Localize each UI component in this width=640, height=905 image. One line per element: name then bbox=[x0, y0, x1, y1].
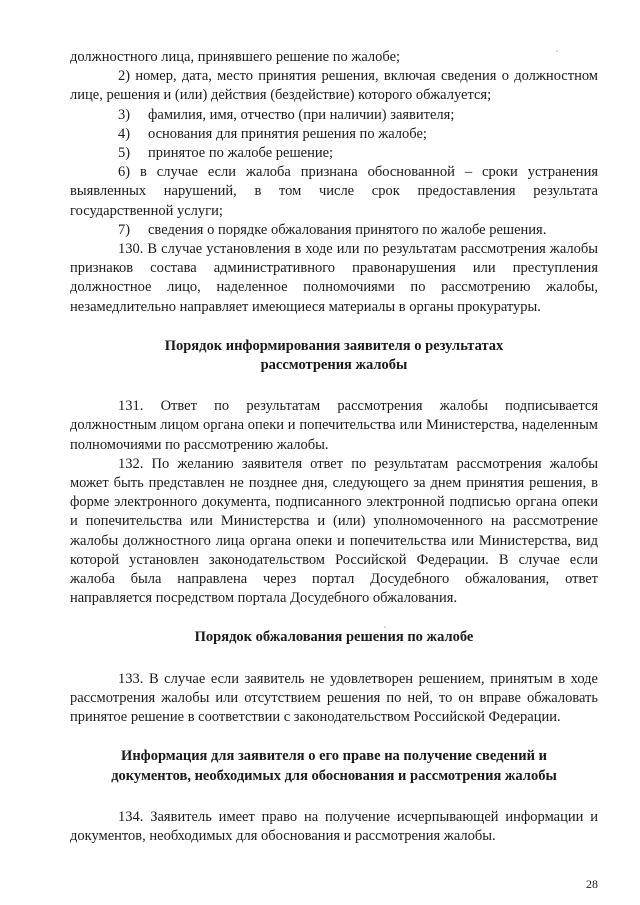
list-item-7 bbox=[70, 221, 598, 240]
scan-speck bbox=[384, 626, 386, 628]
list-item-text: принятое по жалобе решение; bbox=[148, 145, 334, 162]
list-item-text: сведения о порядке обжалования принятого по жалобе решения. bbox=[148, 221, 547, 238]
paragraph-133: 133. В случае если заявитель не удовлетворен решением, принятым в ходе рассмотрения жалобы или отсутствием решения по ней, то он вправе обжаловать принятое решение в соответствии с законодательством Российской Федерации. bbox=[70, 670, 598, 726]
list-item-number: 3) bbox=[118, 106, 131, 123]
list-item-number: 7) bbox=[118, 221, 131, 238]
section-heading-information: Информация для заявителя о его праве на получение сведений и документов, необходимых для обоснования и рассмотрения жалобы bbox=[111, 748, 557, 784]
list-item-text: фамилия, имя, отчество (при наличии) заявителя; bbox=[148, 106, 455, 123]
list-item-2: 2) номер, дата, место принятия решения, включая сведения о должностном лице, решения и (или) действия (бездействие) которого обжалуется; bbox=[70, 68, 598, 104]
list-item-number: 5) bbox=[118, 145, 131, 162]
paragraph-131: 131. Ответ по результатам рассмотрения жалобы подписывается должностным лицом органа опеки и попечительства или Министерства, наделенным полномочиями по рассмотрению жалобы. bbox=[70, 398, 598, 453]
list-item-6: 6) в случае если жалоба признана обоснованной – сроки устранения выявленных нарушений, в том числе срок предоставления результата государственной услуги; bbox=[70, 164, 598, 219]
list-item-number: 4) bbox=[118, 125, 131, 142]
paragraph-continuation: должностного лица, принявшего решение по жалобе; bbox=[70, 49, 401, 65]
scan-speck bbox=[556, 50, 558, 52]
list-item-text: основания для принятия решения по жалобе; bbox=[148, 125, 427, 142]
list-item-4 bbox=[70, 125, 598, 144]
document-page bbox=[70, 48, 598, 846]
list-item-3 bbox=[70, 106, 598, 125]
paragraph-134: 134. Заявитель имеет право на получение исчерпывающей информации и документов, необходимых для обоснования и рассмотрения жалобы. bbox=[70, 808, 598, 844]
section-heading-informing: Порядок информирования заявителя о результатах рассмотрения жалобы bbox=[164, 337, 504, 374]
paragraph-130: 130. В случае установления в ходе или по результатам рассмотрения жалобы признаков состава административного правонарушения или преступления должностное лицо, наделенное полномочиями по рассмотрению жалобы, незамедлительно направляет имеющиеся материалы в органы прокуратуры. bbox=[70, 241, 598, 315]
paragraph-132: 132. По желанию заявителя ответ по результатам рассмотрения жалобы может быть представлен не позднее дня, следующего за днем принятия решения, в форме электронного документа, подписанного электронной подписью органа опеки и попечительства или Министерства и (или) уполномоченного на рассмотрение жалобы должностного лица органа опеки и попечительства или Министерства, вид которой установлен законодательством Российской Федерации. В случае если жалоба была направлена через портал Досудебного обжалования, ответ направляется посредством портала Досудебного обжалования. bbox=[70, 455, 598, 607]
page-number: 28 bbox=[586, 877, 598, 891]
section-heading-appeal: Порядок обжалования решения по жалобе bbox=[194, 629, 474, 646]
list-item-5 bbox=[70, 144, 598, 163]
